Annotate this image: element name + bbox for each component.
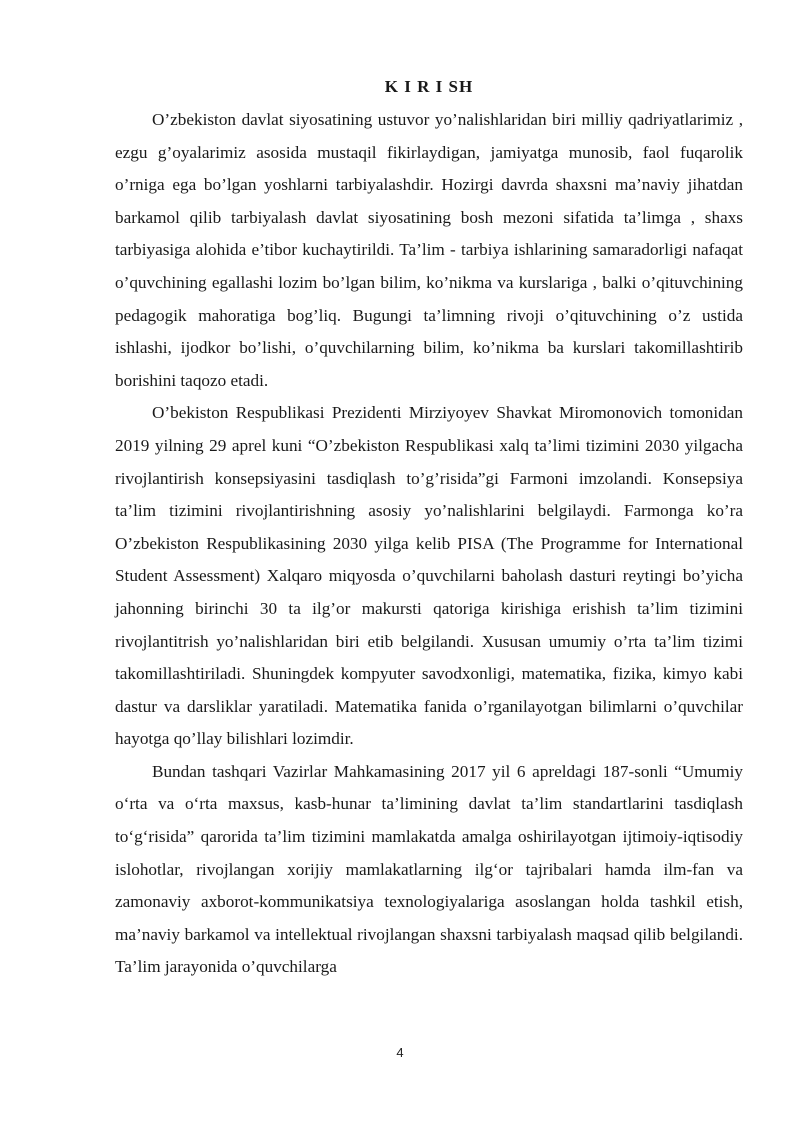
paragraph-2: O’bekiston Respublikasi Prezidenti Mirziyoyev Shavkat Miromonovich tomonidan 2019 yilning 29 aprel kuni “O’zbekiston Respublikasi xalq ta’limi tizimini 2030 yilgacha rivojlantirish konsepsiyasini tasdiqlash to’g’risida”gi Farmoni imzolandi. Konsepsiya ta’lim tizimini rivojlantirishning asosiy yo’nalishlarini belgilaydi. Farmonga ko’ra O’zbekiston Respublikasining 2030 yilga kelib PISA (The Programme for International Student Assessment) Xalqaro miqyosda o’quvchilarni baholash dasturi reytingi bo’yicha jahonning birinchi 30 ta ilg’or makursti qatoriga kirishiga erishish ta’lim tizimini rivojlantitrish yo’nalishlaridan biri etib belgilandi. Xususan umumiy o’rta ta’lim tizimi takomillashtiriladi. Shuningdek kompyuter savodxonligi, matematika, fizika, kimyo kabi dastur va darsliklar yaratiladi. Matematika fanida o’rganilayotgan bilimlarni o’quvchilar hayotga qo’llay bilishlari lozimdir. — [115, 403, 743, 749]
section-heading: K I R I SH — [384, 77, 474, 96]
paragraph-1: O’zbekiston davlat siyosatining ustuvor yo’nalishlaridan biri milliy qadriyatlarimiz , ezgu g’oyalarimiz asosida mustaqil fikirlaydigan, jamiyatga munosib, faol fuqarolik o’rniga ega bo’lgan yoshlarni tarbiyalashdir. Hozirgi davrda shaxsni ma’naviy jihatdan barkamol qilib tarbiyalash davlat siyosatining bosh mezoni sifatida ta’limga , shaxs tarbiyasiga alohida e’tibor kuchaytirildi. Ta’lim - tarbiya ishlarining samaradorligi nafaqat o’quvchining egallashi lozim bo’lgan bilim, ko’nikma va kurslariga , balki o’qituvchining pedagogik mahoratiga bog’liq. Bugungi ta’limning rivoji o’qituvchining o’z ustida ishlashi, ijodkor bo’lishi, o’quvchilarning bilim, ko’nikma ba kurslari takomillashtirib borishini taqozo etadi. — [115, 110, 743, 390]
page-number: 4 — [396, 1045, 404, 1060]
paragraph-3: Bundan tashqari Vazirlar Mahkamasining 2017 yil 6 apreldagi 187-sonli “Umumiy o‘rta va o‘rta maxsus, kasb-hunar ta’limining davlat ta’lim standartlarini tasdiqlash to‘g‘risida” qarorida ta’lim tizimini mamlakatda amalga oshirilayotgan ijtimoiy-iqtisodiy islohotlar, rivojlangan xorijiy mamlakatlarning ilg‘or tajribalari hamda ilm-fan va zamonaviy axborot-kommunikatsiya texnologiyalariga asoslangan holda tashkil etish, ma’naviy barkamol va intellektual rivojlangan shaxsni tarbiyalash maqsad qilib belgilandi. Ta’lim jarayonida o’quvchilarga — [115, 761, 743, 977]
page-content — [115, 76, 743, 984]
